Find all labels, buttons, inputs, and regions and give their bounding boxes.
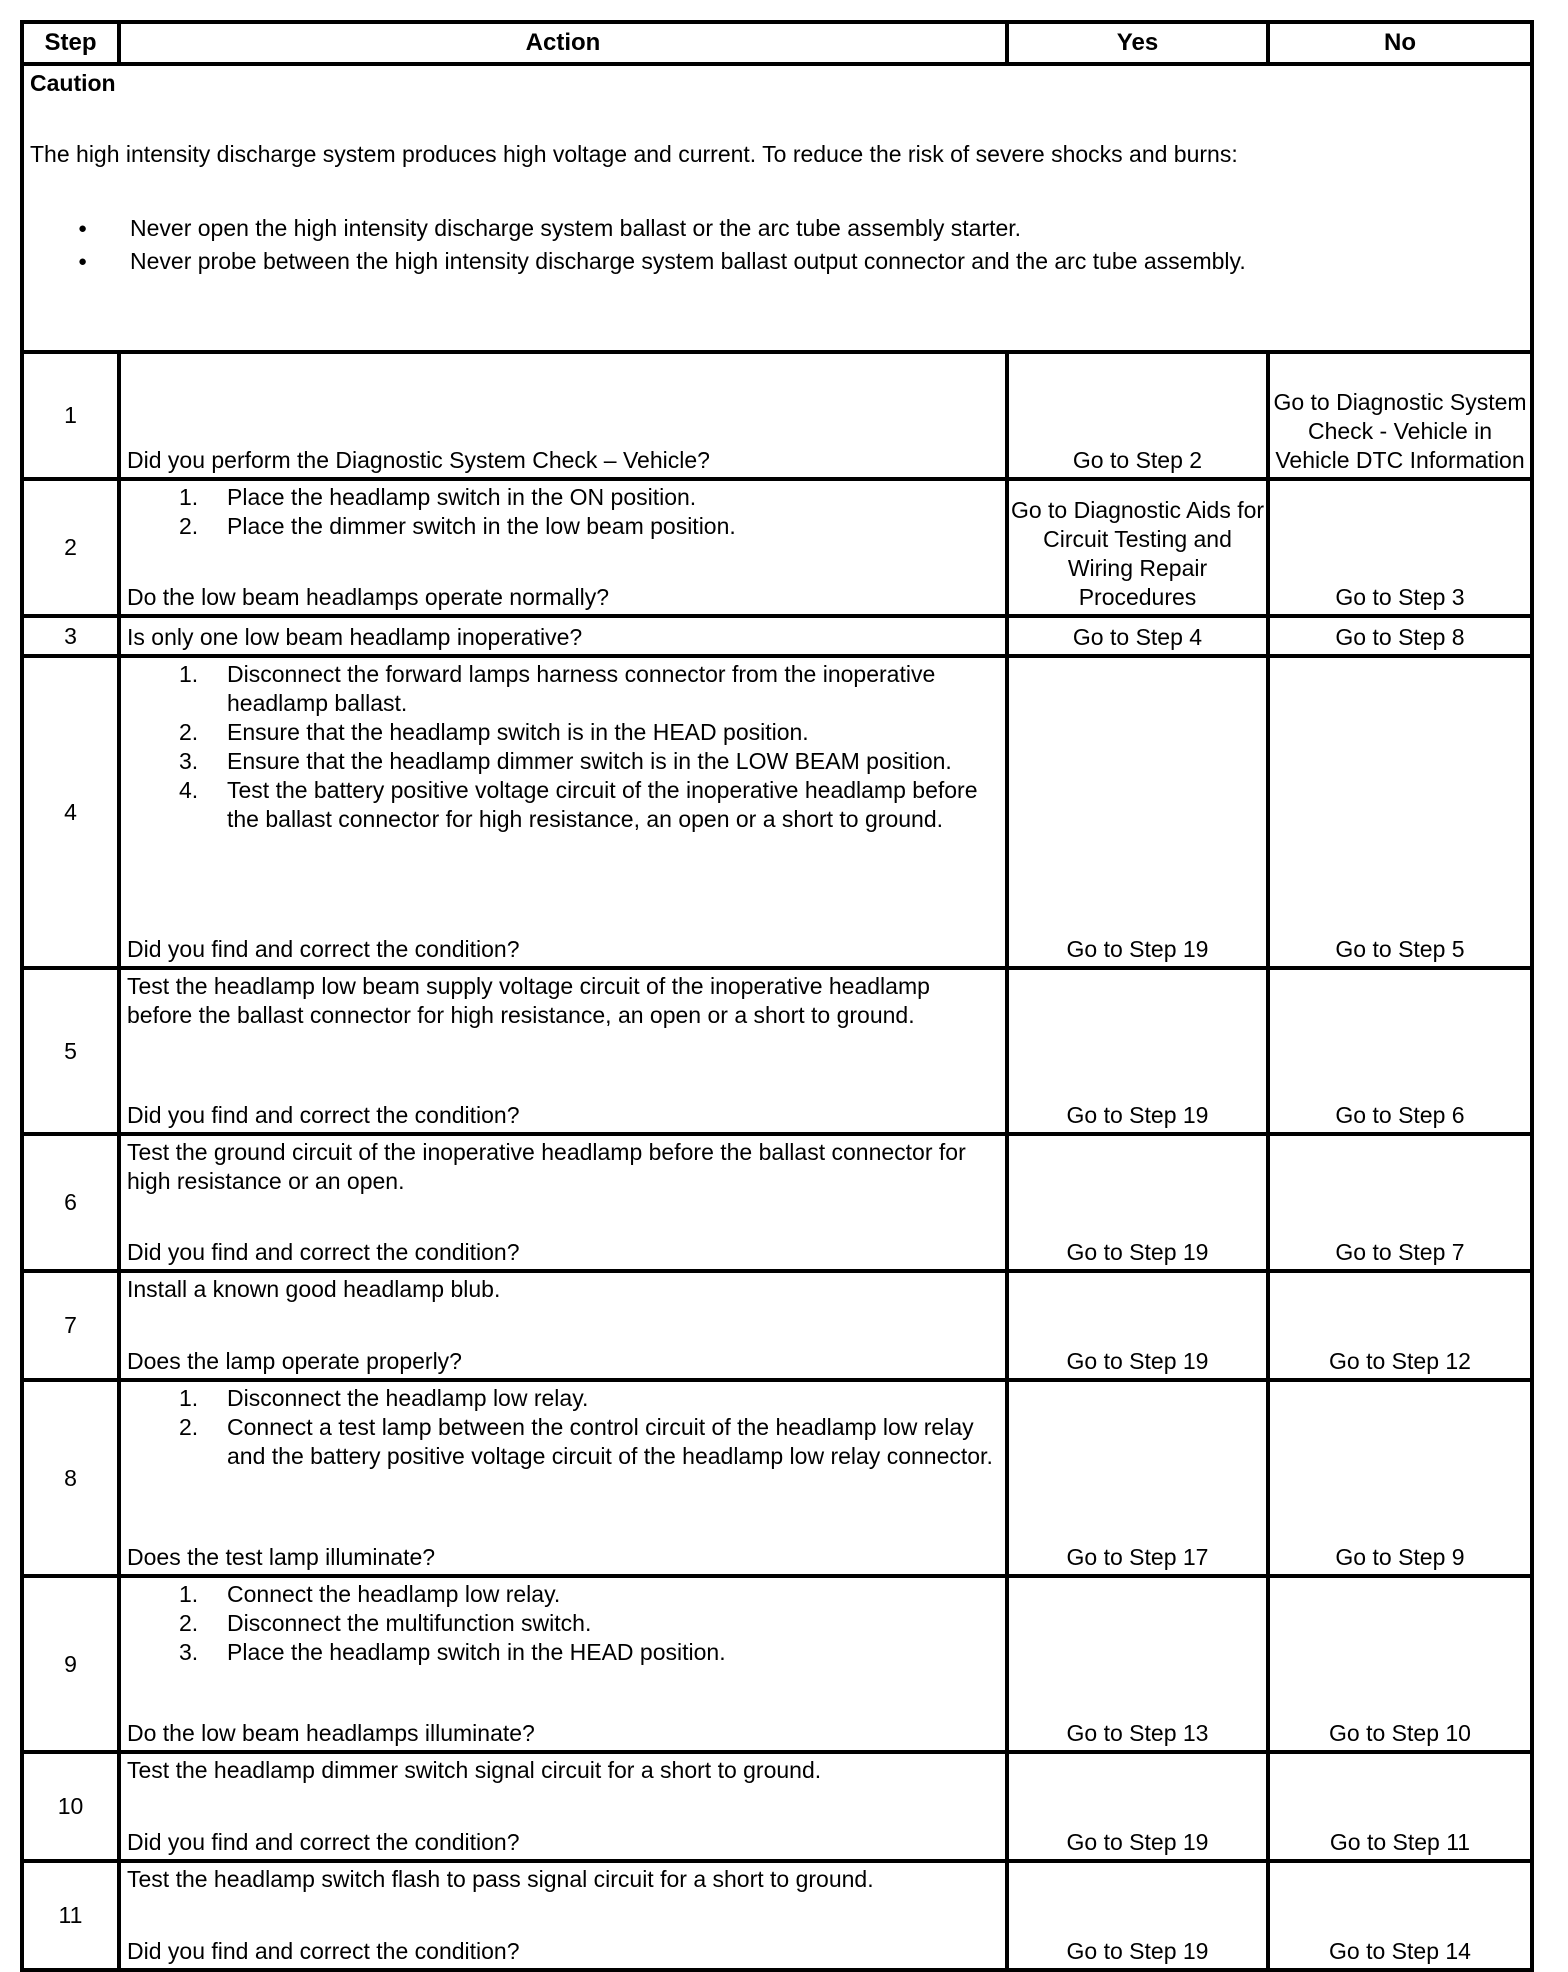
action-step-number: 1. — [179, 484, 199, 510]
action-step-number: 2. — [179, 1610, 199, 1636]
no-result: Go to Step 10 — [1268, 1576, 1532, 1752]
action-cell — [119, 479, 1007, 616]
caution-title: Caution — [30, 70, 116, 96]
action-step — [127, 1638, 1001, 1667]
table-row — [22, 352, 1532, 479]
action-cell — [119, 616, 1007, 656]
step-number: 6 — [22, 1134, 119, 1271]
yes-result: Go to Step 17 — [1007, 1380, 1268, 1576]
no-result: Go to Step 5 — [1268, 656, 1532, 968]
action-step-number: 4. — [179, 777, 199, 803]
action-question: Did you perform the Diagnostic System Check – Vehicle? — [127, 447, 710, 473]
action-step — [127, 1580, 1001, 1609]
action-step — [127, 1384, 1001, 1413]
action-step-text: Place the headlamp switch in the ON position. — [227, 484, 697, 510]
yes-result: Go to Step 19 — [1007, 1861, 1268, 1970]
action-step — [127, 483, 1001, 512]
action-step — [127, 660, 1001, 718]
action-step-number: 2. — [179, 1414, 199, 1440]
yes-result: Go to Step 19 — [1007, 1271, 1268, 1380]
no-result: Go to Step 7 — [1268, 1134, 1532, 1271]
table-row — [22, 1576, 1532, 1752]
yes-result: Go to Step 19 — [1007, 1134, 1268, 1271]
action-cell — [119, 1134, 1007, 1271]
action-question: Do the low beam headlamps illuminate? — [127, 1720, 535, 1746]
action-step-number: 1. — [179, 1581, 199, 1607]
no-result: Go to Step 9 — [1268, 1380, 1532, 1576]
action-cell — [119, 968, 1007, 1134]
action-cell — [119, 1380, 1007, 1576]
diagnostic-table — [20, 20, 1534, 1972]
table-row — [22, 1134, 1532, 1271]
table-row — [22, 1271, 1532, 1380]
action-question: Did you find and correct the condition? — [127, 1239, 520, 1265]
action-step — [127, 1609, 1001, 1638]
table-row — [22, 656, 1532, 968]
table-row — [22, 1752, 1532, 1861]
action-cell — [119, 656, 1007, 968]
table-row — [22, 479, 1532, 616]
action-question: Did you find and correct the condition? — [127, 1102, 520, 1128]
step-number: 8 — [22, 1380, 119, 1576]
action-question: Did you find and correct the condition? — [127, 1938, 520, 1964]
action-step-text: Connect the headlamp low relay. — [227, 1581, 561, 1607]
step-number: 10 — [22, 1752, 119, 1861]
action-step-text: Place the headlamp switch in the HEAD position. — [227, 1639, 726, 1665]
action-step — [127, 1413, 1001, 1471]
action-cell — [119, 1576, 1007, 1752]
action-step-number: 3. — [179, 1639, 199, 1665]
action-step-text: Disconnect the multifunction switch. — [227, 1610, 592, 1636]
table-row — [22, 616, 1532, 656]
action-step-number: 1. — [179, 1385, 199, 1411]
caution-list — [30, 212, 1524, 278]
action-steps-list — [127, 483, 1001, 541]
no-result: Go to Step 8 — [1268, 616, 1532, 656]
no-result: Go to Step 11 — [1268, 1752, 1532, 1861]
step-number: 1 — [22, 352, 119, 479]
action-step — [127, 512, 1001, 541]
no-result: Go to Diagnostic System Check - Vehicle in Vehicle DTC Information — [1268, 352, 1532, 479]
caution-cell — [22, 64, 1532, 352]
action-step — [127, 718, 1001, 747]
action-text: Test the headlamp low beam supply voltage circuit of the inoperative headlamp before the ballast connector for high resistance, an open or a short to ground. — [127, 973, 930, 1028]
caution-bullet: ● Never probe between the high intensity discharge system ballast output connector and the arc tube assembly. — [30, 245, 1524, 278]
action-cell — [119, 1861, 1007, 1970]
step-number: 9 — [22, 1576, 119, 1752]
action-question: Is only one low beam headlamp inoperative? — [127, 624, 583, 650]
action-question: Does the lamp operate properly? — [127, 1348, 462, 1374]
action-step-text: Disconnect the forward lamps harness connector from the inoperative headlamp ballast. — [227, 661, 936, 716]
action-question: Did you find and correct the condition? — [127, 936, 520, 962]
action-cell — [119, 352, 1007, 479]
no-result: Go to Step 3 — [1268, 479, 1532, 616]
yes-header: Yes — [1007, 22, 1268, 64]
header-row — [22, 22, 1532, 64]
action-text: Test the ground circuit of the inoperative headlamp before the ballast connector for high resistance or an open. — [127, 1139, 966, 1194]
step-number: 4 — [22, 656, 119, 968]
action-text: Install a known good headlamp blub. — [127, 1276, 501, 1302]
table-row — [22, 1380, 1532, 1576]
action-step-number: 2. — [179, 513, 199, 539]
action-question: Did you find and correct the condition? — [127, 1829, 520, 1855]
action-step-number: 3. — [179, 748, 199, 774]
action-steps-list — [127, 1580, 1001, 1667]
action-step-text: Ensure that the headlamp switch is in the HEAD position. — [227, 719, 809, 745]
action-steps-list — [127, 1384, 1001, 1471]
step-number: 3 — [22, 616, 119, 656]
yes-result: Go to Diagnostic Aids for Circuit Testing and Wiring Repair Procedures — [1007, 479, 1268, 616]
action-text: Test the headlamp dimmer switch signal circuit for a short to ground. — [127, 1757, 822, 1783]
action-step — [127, 776, 1001, 834]
action-step-text: Test the battery positive voltage circuit of the inoperative headlamp before the ballast connector for high resistance, an open or a short to ground. — [227, 777, 978, 832]
yes-result: Go to Step 19 — [1007, 968, 1268, 1134]
step-header: Step — [22, 22, 119, 64]
action-step-text: Place the dimmer switch in the low beam position. — [227, 513, 736, 539]
table-row — [22, 968, 1532, 1134]
no-result: Go to Step 14 — [1268, 1861, 1532, 1970]
step-number: 2 — [22, 479, 119, 616]
action-cell — [119, 1271, 1007, 1380]
no-result: Go to Step 6 — [1268, 968, 1532, 1134]
step-number: 5 — [22, 968, 119, 1134]
no-header: No — [1268, 22, 1532, 64]
action-question: Does the test lamp illuminate? — [127, 1544, 436, 1570]
action-step — [127, 747, 1001, 776]
yes-result: Go to Step 4 — [1007, 616, 1268, 656]
table-row — [22, 1861, 1532, 1970]
action-step-text: Ensure that the headlamp dimmer switch is in the LOW BEAM position. — [227, 748, 952, 774]
step-number: 7 — [22, 1271, 119, 1380]
caution-row — [22, 64, 1532, 352]
action-step-number: 1. — [179, 661, 199, 687]
action-text: Test the headlamp switch flash to pass signal circuit for a short to ground. — [127, 1866, 874, 1892]
step-number: 11 — [22, 1861, 119, 1970]
no-result: Go to Step 12 — [1268, 1271, 1532, 1380]
caution-text: The high intensity discharge system produces high voltage and current. To reduce the risk of severe shocks and burns: — [30, 141, 1238, 167]
action-step-number: 2. — [179, 719, 199, 745]
yes-result: Go to Step 19 — [1007, 1752, 1268, 1861]
action-header: Action — [119, 22, 1007, 64]
yes-result: Go to Step 19 — [1007, 656, 1268, 968]
action-cell — [119, 1752, 1007, 1861]
action-step-text: Connect a test lamp between the control circuit of the headlamp low relay and the battery positive voltage circuit of the headlamp low relay connector. — [227, 1414, 993, 1469]
caution-bullet: ● Never open the high intensity discharge system ballast or the arc tube assembly starter. — [30, 212, 1524, 245]
yes-result: Go to Step 2 — [1007, 352, 1268, 479]
yes-result: Go to Step 13 — [1007, 1576, 1268, 1752]
action-step-text: Disconnect the headlamp low relay. — [227, 1385, 589, 1411]
action-question: Do the low beam headlamps operate normally? — [127, 584, 609, 610]
action-steps-list — [127, 660, 1001, 834]
